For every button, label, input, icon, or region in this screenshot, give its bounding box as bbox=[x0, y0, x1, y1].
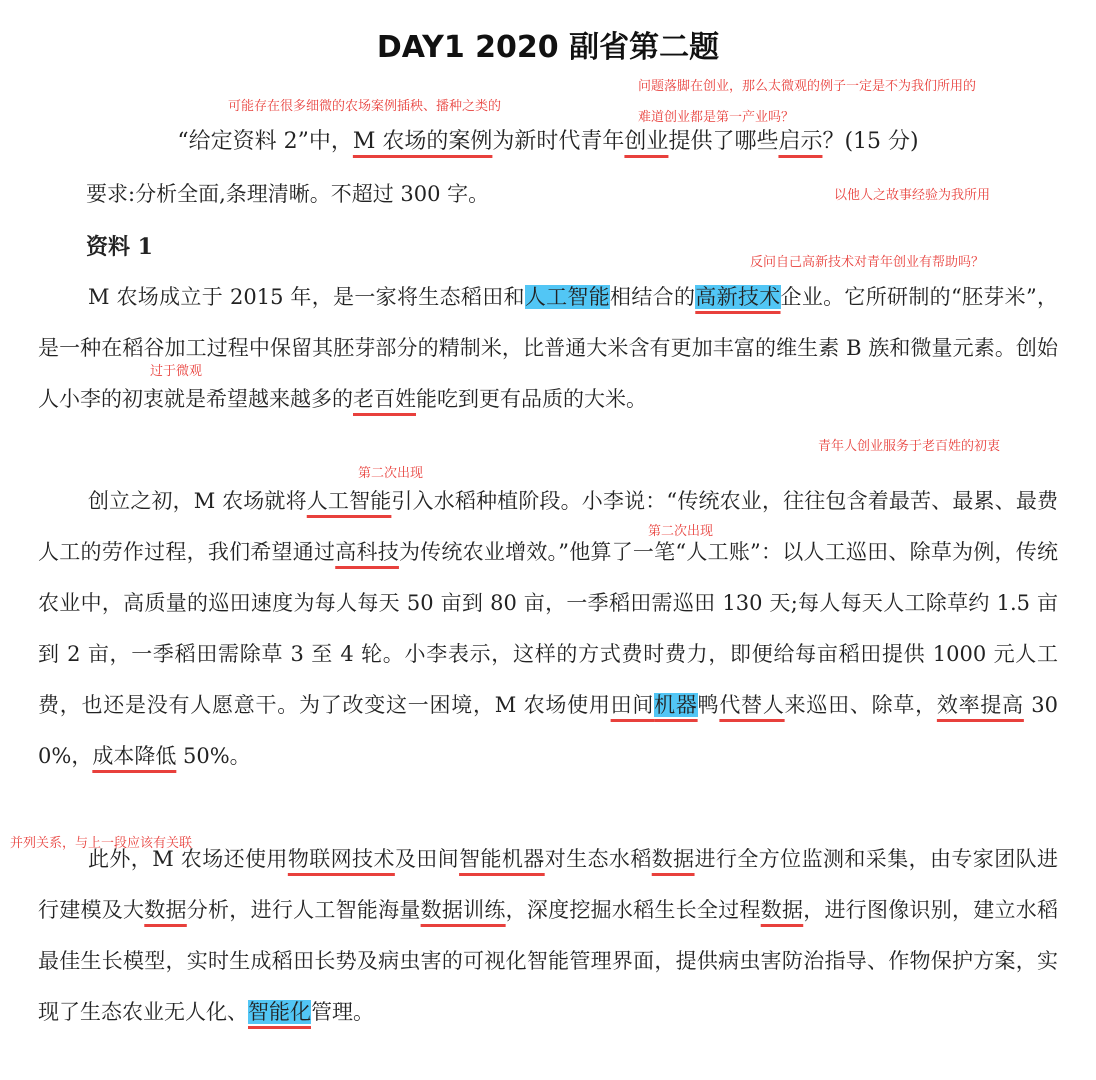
highlight-field: 田间 bbox=[610, 693, 655, 717]
paragraph-text: ，进行图像识别，建立水稻最佳生长模型，实时生成稻田长势及病虫害的可视化智能管理界面，提供病虫害防治指导、作物保护方案，实现了生态农业无人化、 bbox=[38, 898, 1059, 1024]
highlight-cost: 成本降低 bbox=[92, 744, 177, 768]
highlight-high-tech: 高新技术 bbox=[695, 285, 781, 309]
paragraph-text: 能吃到更有品质的大米。 bbox=[416, 387, 647, 411]
highlight-efficiency: 效率提高 bbox=[936, 693, 1024, 717]
paragraph-text: 引入水稻种植阶段。小李说：“传统农业，往往包含着最苦、最累、最费人工的劳作过程，我们希望通过 bbox=[38, 489, 1058, 564]
requirement-line: 要求:分析全面,条理清晰。不超过 300 字。 bbox=[86, 182, 490, 206]
question-text: “给定资料 2”中， bbox=[177, 129, 353, 154]
highlight-case: M 农场的案例 bbox=[352, 129, 493, 154]
paragraph-text: 300%， bbox=[38, 693, 1059, 768]
paragraph-3 bbox=[38, 834, 1058, 1038]
document-title: DAY1 2020 副省第二题 bbox=[376, 30, 720, 65]
annotation-farm-case: 可能存在很多细微的农场案例插秧、播种之类的 bbox=[228, 99, 502, 114]
annotation-entrepreneurship-2: 难道创业都是第一产业吗？ bbox=[638, 110, 795, 125]
paragraph-text: ”，是一种在稻谷加工过程中保留其胚芽部分的精制米，比普通大米含有更加丰富的维生素 B 族和微量元素。创始人小李的初衷就是希望越来越多的 bbox=[38, 285, 1058, 411]
paragraph-text: 及田间 bbox=[394, 847, 460, 871]
question-text: ？(15 分) bbox=[822, 129, 919, 154]
question-text: 为新时代青年 bbox=[492, 129, 625, 154]
paragraph-text: 分析，进行人工智能海量 bbox=[186, 898, 421, 922]
paragraph-text: 相结合的 bbox=[610, 285, 696, 309]
highlight-ai-second: 人工智能 bbox=[306, 489, 392, 513]
paragraph-1 bbox=[38, 272, 1058, 425]
highlight-inspiration: 启示 bbox=[778, 129, 823, 154]
highlight-replace: 代替人 bbox=[719, 693, 785, 717]
highlight-common-people: 老百姓 bbox=[353, 387, 416, 411]
highlight-data-training: 数据训练 bbox=[420, 898, 506, 922]
annotation-inspiration: 以他人之故事经验为我所用 bbox=[834, 188, 991, 203]
question-text: 提供了哪些 bbox=[668, 129, 779, 154]
paragraph-text: M 农场成立于 2015 年，是一家将生态稻田和 bbox=[88, 285, 525, 309]
highlight-high-tech-second: 高科技 bbox=[335, 540, 399, 564]
highlight-data: 数据 bbox=[651, 847, 695, 871]
paragraph-2 bbox=[38, 476, 1058, 782]
paragraph-text: 50%。 bbox=[176, 744, 251, 768]
annotation-too-micro: 过于微观 bbox=[150, 364, 203, 379]
annotation-second-hightech: 第二次出现 bbox=[648, 524, 714, 539]
annotation-high-tech: 反问自己高新技术对青年创业有帮助吗？ bbox=[750, 255, 985, 270]
annotation-parallel: 并列关系，与上一段应该有关联 bbox=[10, 836, 193, 851]
highlight-data-second: 数据 bbox=[760, 898, 804, 922]
paragraph-text: 进行全方位监测和采集，由专家团队进行建模及大 bbox=[38, 847, 1059, 922]
paragraph-text: 管理。 bbox=[311, 1000, 374, 1024]
highlight-smart-machine: 智能机器 bbox=[459, 847, 545, 871]
paragraph-text: 创立之初，M 农场就将 bbox=[88, 489, 307, 513]
annotation-original-intent: 青年人创业服务于老百姓的初衷 bbox=[818, 439, 1001, 454]
question-line bbox=[0, 124, 1096, 155]
highlight-big-data: 数据 bbox=[144, 898, 187, 922]
annotation-second-ai: 第二次出现 bbox=[358, 466, 424, 481]
section-heading: 资料 1 bbox=[86, 234, 153, 260]
paragraph-text: 企业。它所研制的“ bbox=[780, 285, 962, 309]
text-germ-rice: 胚芽米 bbox=[961, 285, 1026, 309]
paragraph-text: 对生态水稻 bbox=[544, 847, 652, 871]
annotation-entrepreneurship-1: 问题落脚在创业，那么太微观的例子一定是不为我们所用的 bbox=[638, 79, 977, 94]
highlight-ai: 人工智能 bbox=[524, 285, 611, 309]
highlight-intelligent: 智能化 bbox=[248, 1000, 311, 1024]
highlight-machine: 机器 bbox=[654, 693, 698, 717]
paragraph-text: 来巡田、除草， bbox=[784, 693, 937, 717]
paragraph-text: 为传统农业增效。”他算了一笔“人工账”：以人工巡田、除草为例，传统农业中，高质量的巡田速度为每人每天 50 亩到 80 亩，一季稻田需巡田 130 天;每人每天人工除草约 1.5 亩到 2 亩，一季稻田需除草 3 至 4 轮。小李表示，这样的方式费时费力，即便给每亩稻田提供 1000 元人工费，也还是没有人愿意干。为了改变这一困境，M 农场使用 bbox=[38, 540, 1059, 717]
highlight-startup: 创业 bbox=[624, 129, 669, 154]
highlight-iot: 物联网技术 bbox=[287, 847, 395, 871]
paragraph-text: 鸭 bbox=[697, 693, 720, 717]
paragraph-text: 此外，M 农场还使用 bbox=[88, 847, 288, 871]
paragraph-text: ，深度挖掘水稻生长全过程 bbox=[505, 898, 761, 922]
